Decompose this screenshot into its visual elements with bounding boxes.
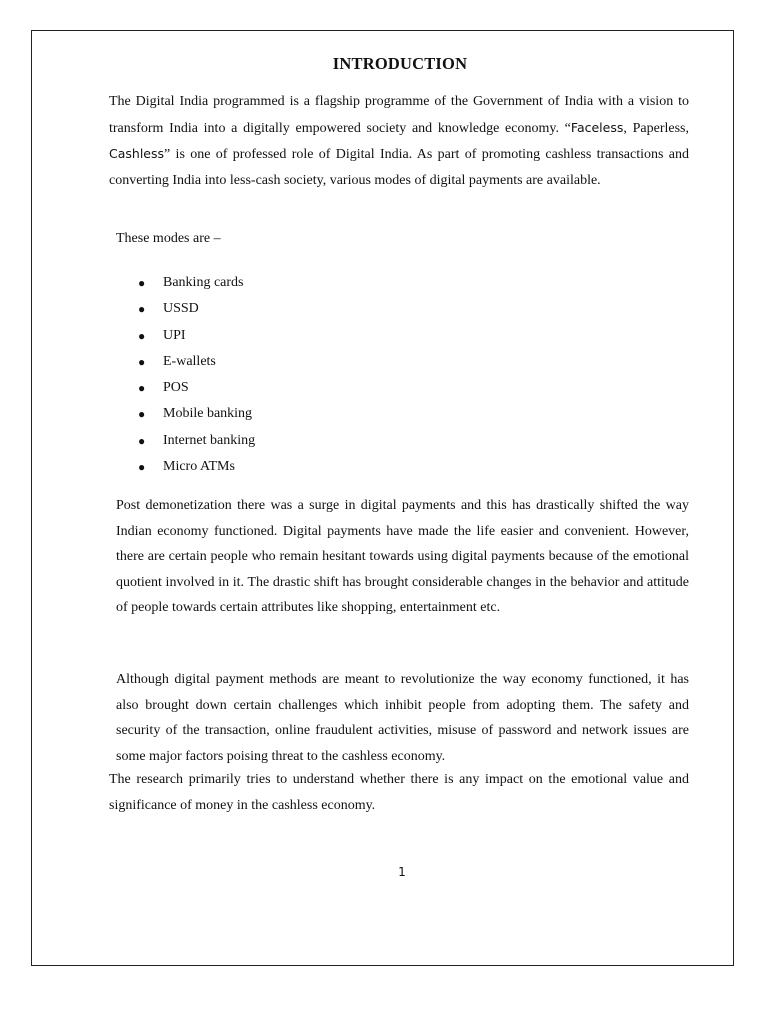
intro-text-part2: , Paperless, — [623, 120, 689, 136]
bullet-icon: ● — [138, 460, 146, 475]
page-title: INTRODUCTION — [332, 54, 468, 73]
list-item-label: Mobile banking — [163, 406, 253, 422]
bullet-icon: ● — [138, 302, 146, 317]
challenges-paragraph: Although digital payment methods are meant to revolutionize the way economy functioned, it has also brought down certain challenges which inhibit people from adopting them. The safety and security of the transaction, online fraudulent activities, misuse of password and network issues are some major factors poising threat to the cashless economy. — [116, 672, 689, 764]
list-item-label: Micro ATMs — [163, 459, 235, 475]
bullet-icon: ● — [138, 381, 146, 396]
list-item-label: UPI — [163, 327, 186, 343]
page-number: 1 — [398, 865, 406, 879]
bullet-icon: ● — [138, 328, 146, 343]
demonetization-paragraph: Post demonetization there was a surge in digital payments and this has drastically shifted the way Indian economy functioned. Digital payments have made the life easier and convenient. However, there are certain people who remain hesitant towards using digital payments because of the emotional quotient involved in it. The drastic shift has brought considerable changes in the behavior and attitude of people towards certain attributes like shopping, entertainment etc. — [116, 498, 689, 615]
intro-text-part3: ” is one of professed role of Digital India. As part of promoting cashless transactions and converting India into less-cash society, various modes of digital payments are available. — [109, 147, 689, 188]
research-paragraph: The research primarily tries to understand whether there is any impact on the emotional value and significance of money in the cashless economy. — [109, 772, 689, 813]
list-item — [130, 401, 255, 427]
modes-list — [130, 270, 255, 480]
list-item-label: POS — [163, 380, 189, 396]
intro-text-cashless: Cashless — [109, 146, 165, 161]
intro-text-part1: The Digital India programmed is a flagship programme of the Government of India with a vision to transform India into a digitally empowered society and knowledge economy. “ — [109, 94, 689, 136]
list-item — [130, 323, 255, 349]
list-item — [130, 428, 255, 454]
bullet-icon: ● — [138, 433, 146, 448]
list-item — [130, 375, 255, 401]
list-item-label: Banking cards — [163, 275, 244, 290]
list-item-label: E-wallets — [163, 353, 216, 369]
bullet-icon: ● — [138, 407, 146, 422]
list-item-label: Internet banking — [163, 432, 256, 448]
intro-text-faceless: Faceless — [570, 119, 624, 135]
list-item-label: USSD — [163, 301, 199, 317]
list-item — [130, 296, 255, 322]
list-item — [130, 349, 255, 375]
modes-intro: These modes are – — [116, 231, 221, 246]
intro-paragraph — [109, 89, 689, 193]
bullet-icon: ● — [138, 354, 146, 369]
list-item — [130, 270, 255, 296]
list-item — [130, 454, 255, 480]
bullet-icon: ● — [138, 276, 146, 290]
